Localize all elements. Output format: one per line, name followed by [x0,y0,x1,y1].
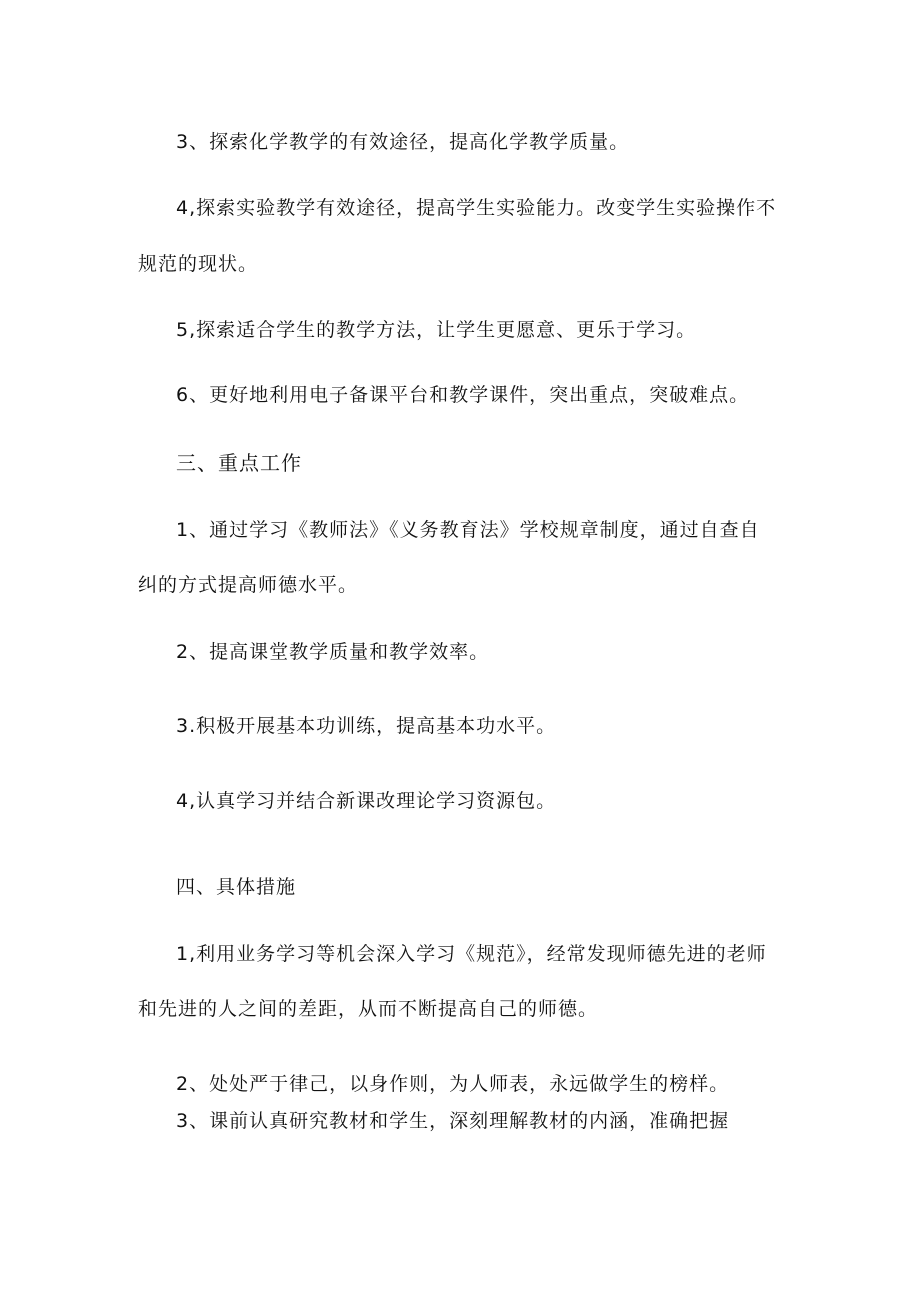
paragraph-measure-3: 3、课前认真研究教材和学生，深刻理解教材的内涵，准确把握 [176,1110,730,1132]
paragraph-goal-4-line-1: 4,探索实验教学有效途径，提高学生实验能力。改变学生实验操作不 [176,197,777,219]
paragraph-measure-2: 2、处处严于律己，以身作则，为人师表，永远做学生的榜样。 [176,1073,730,1095]
paragraph-goal-3: 3、探索化学教学的有效途径，提高化学教学质量。 [176,131,630,153]
paragraph-goal-4-line-2: 规范的现状。 [138,253,259,275]
paragraph-work-3: 3.积极开展基本功训练，提高基本功水平。 [176,715,557,737]
section-heading-measures: 四、具体措施 [176,876,297,898]
paragraph-work-1-line-2: 纠的方式提高师德水平。 [138,574,359,596]
paragraph-goal-6: 6、更好地利用电子备课平台和教学课件，突出重点，突破难点。 [176,384,750,406]
paragraph-work-4: 4,认真学习并结合新课改理论学习资源包。 [176,790,557,812]
paragraph-work-2: 2、提高课堂教学质量和教学效率。 [176,641,490,663]
section-heading-key-work: 三、重点工作 [176,451,302,475]
paragraph-measure-1-line-1: 1,利用业务学习等机会深入学习《规范》，经常发现师德先进的老师 [176,943,767,965]
paragraph-goal-5: 5,探索适合学生的教学方法，让学生更愿意、更乐于学习。 [176,319,697,341]
paragraph-measure-1-line-2: 和先进的人之间的差距，从而不断提高自己的师德。 [138,998,599,1020]
paragraph-work-1-line-1: 1、通过学习《教师法》《义务教育法》学校规章制度，通过自查自 [176,519,760,541]
